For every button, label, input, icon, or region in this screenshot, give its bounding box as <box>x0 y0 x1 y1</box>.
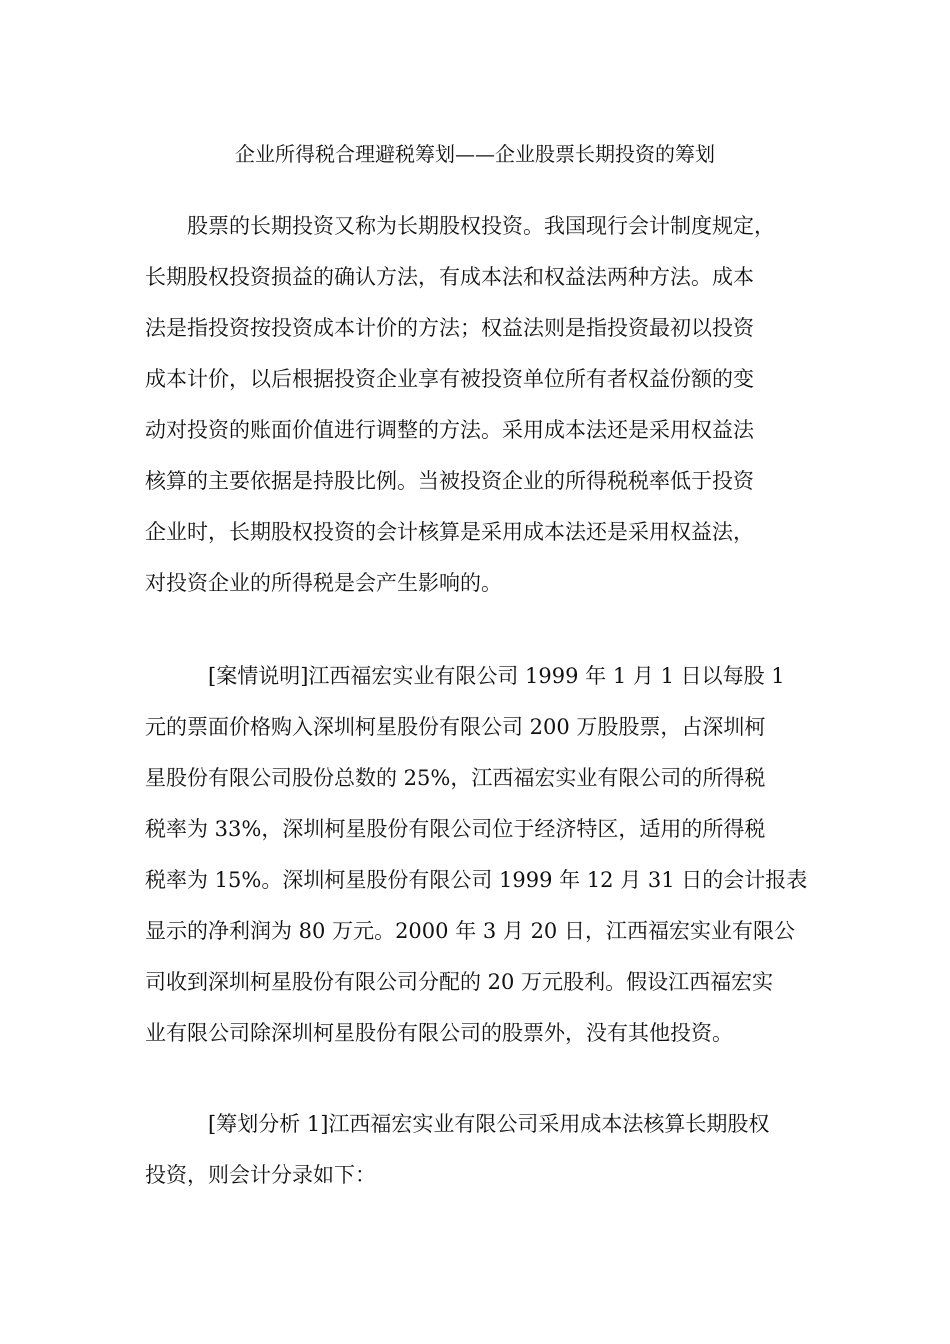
text-line: 成本计价，以后根据投资企业享有被投资单位所有者权益份额的变 <box>145 367 754 391</box>
text-line: 税率为 33%，深圳柯星股份有限公司位于经济特区，适用的所得税 <box>145 817 766 841</box>
text-line: 星股份有限公司股份总数的 25%，江西福宏实业有限公司的所得税 <box>145 766 766 790</box>
paragraph-analysis-1 <box>145 1108 815 1210</box>
text-line: 投资，则会计分录如下： <box>145 1163 376 1187</box>
paragraph-case-description <box>145 660 815 1068</box>
text-line: 核算的主要依据是持股比例。当被投资企业的所得税税率低于投资 <box>145 469 754 493</box>
text-line: 长期股权投资损益的确认方法，有成本法和权益法两种方法。成本 <box>145 265 754 289</box>
document-title: 企业所得税合理避税筹划——企业股票长期投资的筹划 <box>235 142 715 166</box>
paragraph-intro <box>145 210 815 618</box>
text-line: [筹划分析 1]江西福宏实业有限公司采用成本法核算长期股权 <box>145 1112 770 1136</box>
text-line: 企业时，长期股权投资的会计核算是采用成本法还是采用权益法， <box>145 520 754 544</box>
text-line: 法是指投资按投资成本计价的方法；权益法则是指投资最初以投资 <box>145 316 754 340</box>
text-line: 显示的净利润为 80 万元。2000 年 3 月 20 日，江西福宏实业有限公 <box>145 919 795 943</box>
text-line: 税率为 15%。深圳柯星股份有限公司 1999 年 12 月 31 日的会计报表 <box>145 868 808 892</box>
text-line: 司收到深圳柯星股份有限公司分配的 20 万元股利。假设江西福宏实 <box>145 970 774 994</box>
text-line: 对投资企业的所得税是会产生影响的。 <box>145 571 502 595</box>
text-line: 元的票面价格购入深圳柯星股份有限公司 200 万股股票，占深圳柯 <box>145 715 766 739</box>
text-line: 动对投资的账面价值进行调整的方法。采用成本法还是采用权益法 <box>145 418 754 442</box>
text-line: [案情说明]江西福宏实业有限公司 1999 年 1 月 1 日以每股 1 <box>145 664 785 688</box>
text-line: 业有限公司除深圳柯星股份有限公司的股票外，没有其他投资。 <box>145 1021 733 1045</box>
text-line: 股票的长期投资又称为长期股权投资。我国现行会计制度规定， <box>145 214 775 238</box>
